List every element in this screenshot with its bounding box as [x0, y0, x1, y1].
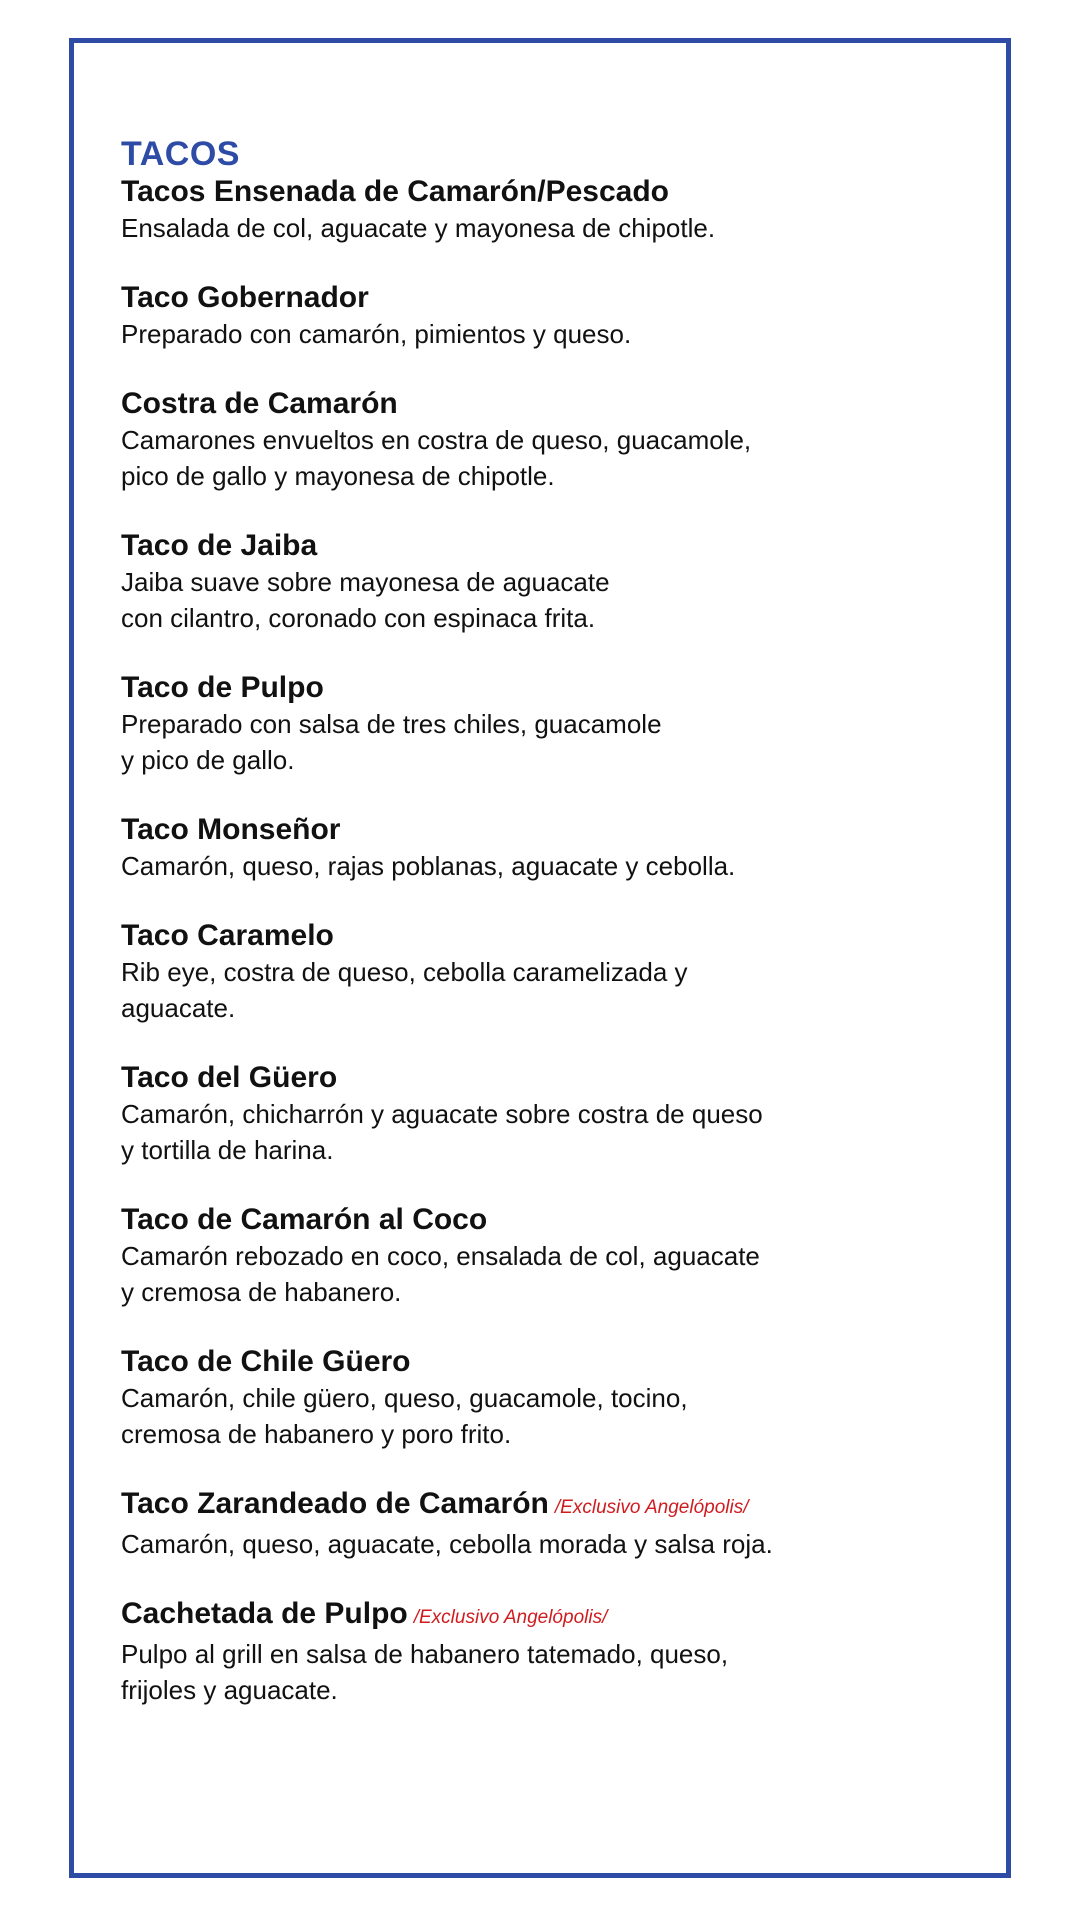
menu-item	[121, 174, 941, 246]
item-description: Camarón, chicharrón y aguacate sobre costra de queso y tortilla de harina.	[121, 1099, 763, 1165]
section-title: TACOS	[121, 135, 240, 173]
item-description: Pulpo al grill en salsa de habanero tatemado, queso, frijoles y aguacate.	[121, 1639, 729, 1705]
menu-item	[121, 812, 941, 884]
menu-item	[121, 1596, 941, 1708]
menu-item	[121, 280, 941, 352]
exclusive-tag: /Exclusivo Angelópolis/	[554, 1497, 749, 1518]
item-name: Costra de Camarón	[121, 387, 398, 420]
item-name: Tacos Ensenada de Camarón/Pescado	[121, 175, 669, 208]
item-name: Cachetada de Pulpo	[121, 1597, 408, 1630]
menu-item	[121, 1060, 941, 1168]
exclusive-tag: /Exclusivo Angelópolis/	[413, 1607, 608, 1628]
menu-content	[121, 134, 941, 1708]
item-description: Preparado con camarón, pimientos y queso.	[121, 319, 632, 349]
menu-item	[121, 1486, 941, 1562]
menu-item	[121, 386, 941, 494]
menu-item	[121, 528, 941, 636]
item-description: Camarones envueltos en costra de queso, guacamole, pico de gallo y mayonesa de chipotle.	[121, 425, 752, 491]
menu-item	[121, 1202, 941, 1310]
item-name: Taco del Güero	[121, 1061, 338, 1094]
item-name: Taco de Chile Güero	[121, 1345, 411, 1378]
item-description: Camarón, chile güero, queso, guacamole, tocino, cremosa de habanero y poro frito.	[121, 1383, 688, 1449]
item-description: Rib eye, costra de queso, cebolla caramelizada y aguacate.	[121, 957, 688, 1023]
item-description: Jaiba suave sobre mayonesa de aguacate con cilantro, coronado con espinaca frita.	[121, 567, 610, 633]
item-description: Preparado con salsa de tres chiles, guacamole y pico de gallo.	[121, 709, 662, 775]
item-name: Taco Monseñor	[121, 813, 341, 846]
item-name: Taco de Jaiba	[121, 529, 318, 562]
menu-item	[121, 670, 941, 778]
item-name: Taco Zarandeado de Camarón	[121, 1487, 549, 1520]
menu-item-list	[121, 174, 941, 1708]
item-description: Camarón, queso, rajas poblanas, aguacate y cebolla.	[121, 851, 736, 881]
item-description: Camarón rebozado en coco, ensalada de col, aguacate y cremosa de habanero.	[121, 1241, 760, 1307]
menu-item	[121, 918, 941, 1026]
item-name: Taco de Camarón al Coco	[121, 1203, 488, 1236]
item-name: Taco Caramelo	[121, 919, 334, 952]
item-name: Taco de Pulpo	[121, 671, 324, 704]
item-name: Taco Gobernador	[121, 281, 369, 314]
item-description: Ensalada de col, aguacate y mayonesa de chipotle.	[121, 213, 716, 243]
menu-item	[121, 1344, 941, 1452]
item-description: Camarón, queso, aguacate, cebolla morada y salsa roja.	[121, 1529, 773, 1559]
